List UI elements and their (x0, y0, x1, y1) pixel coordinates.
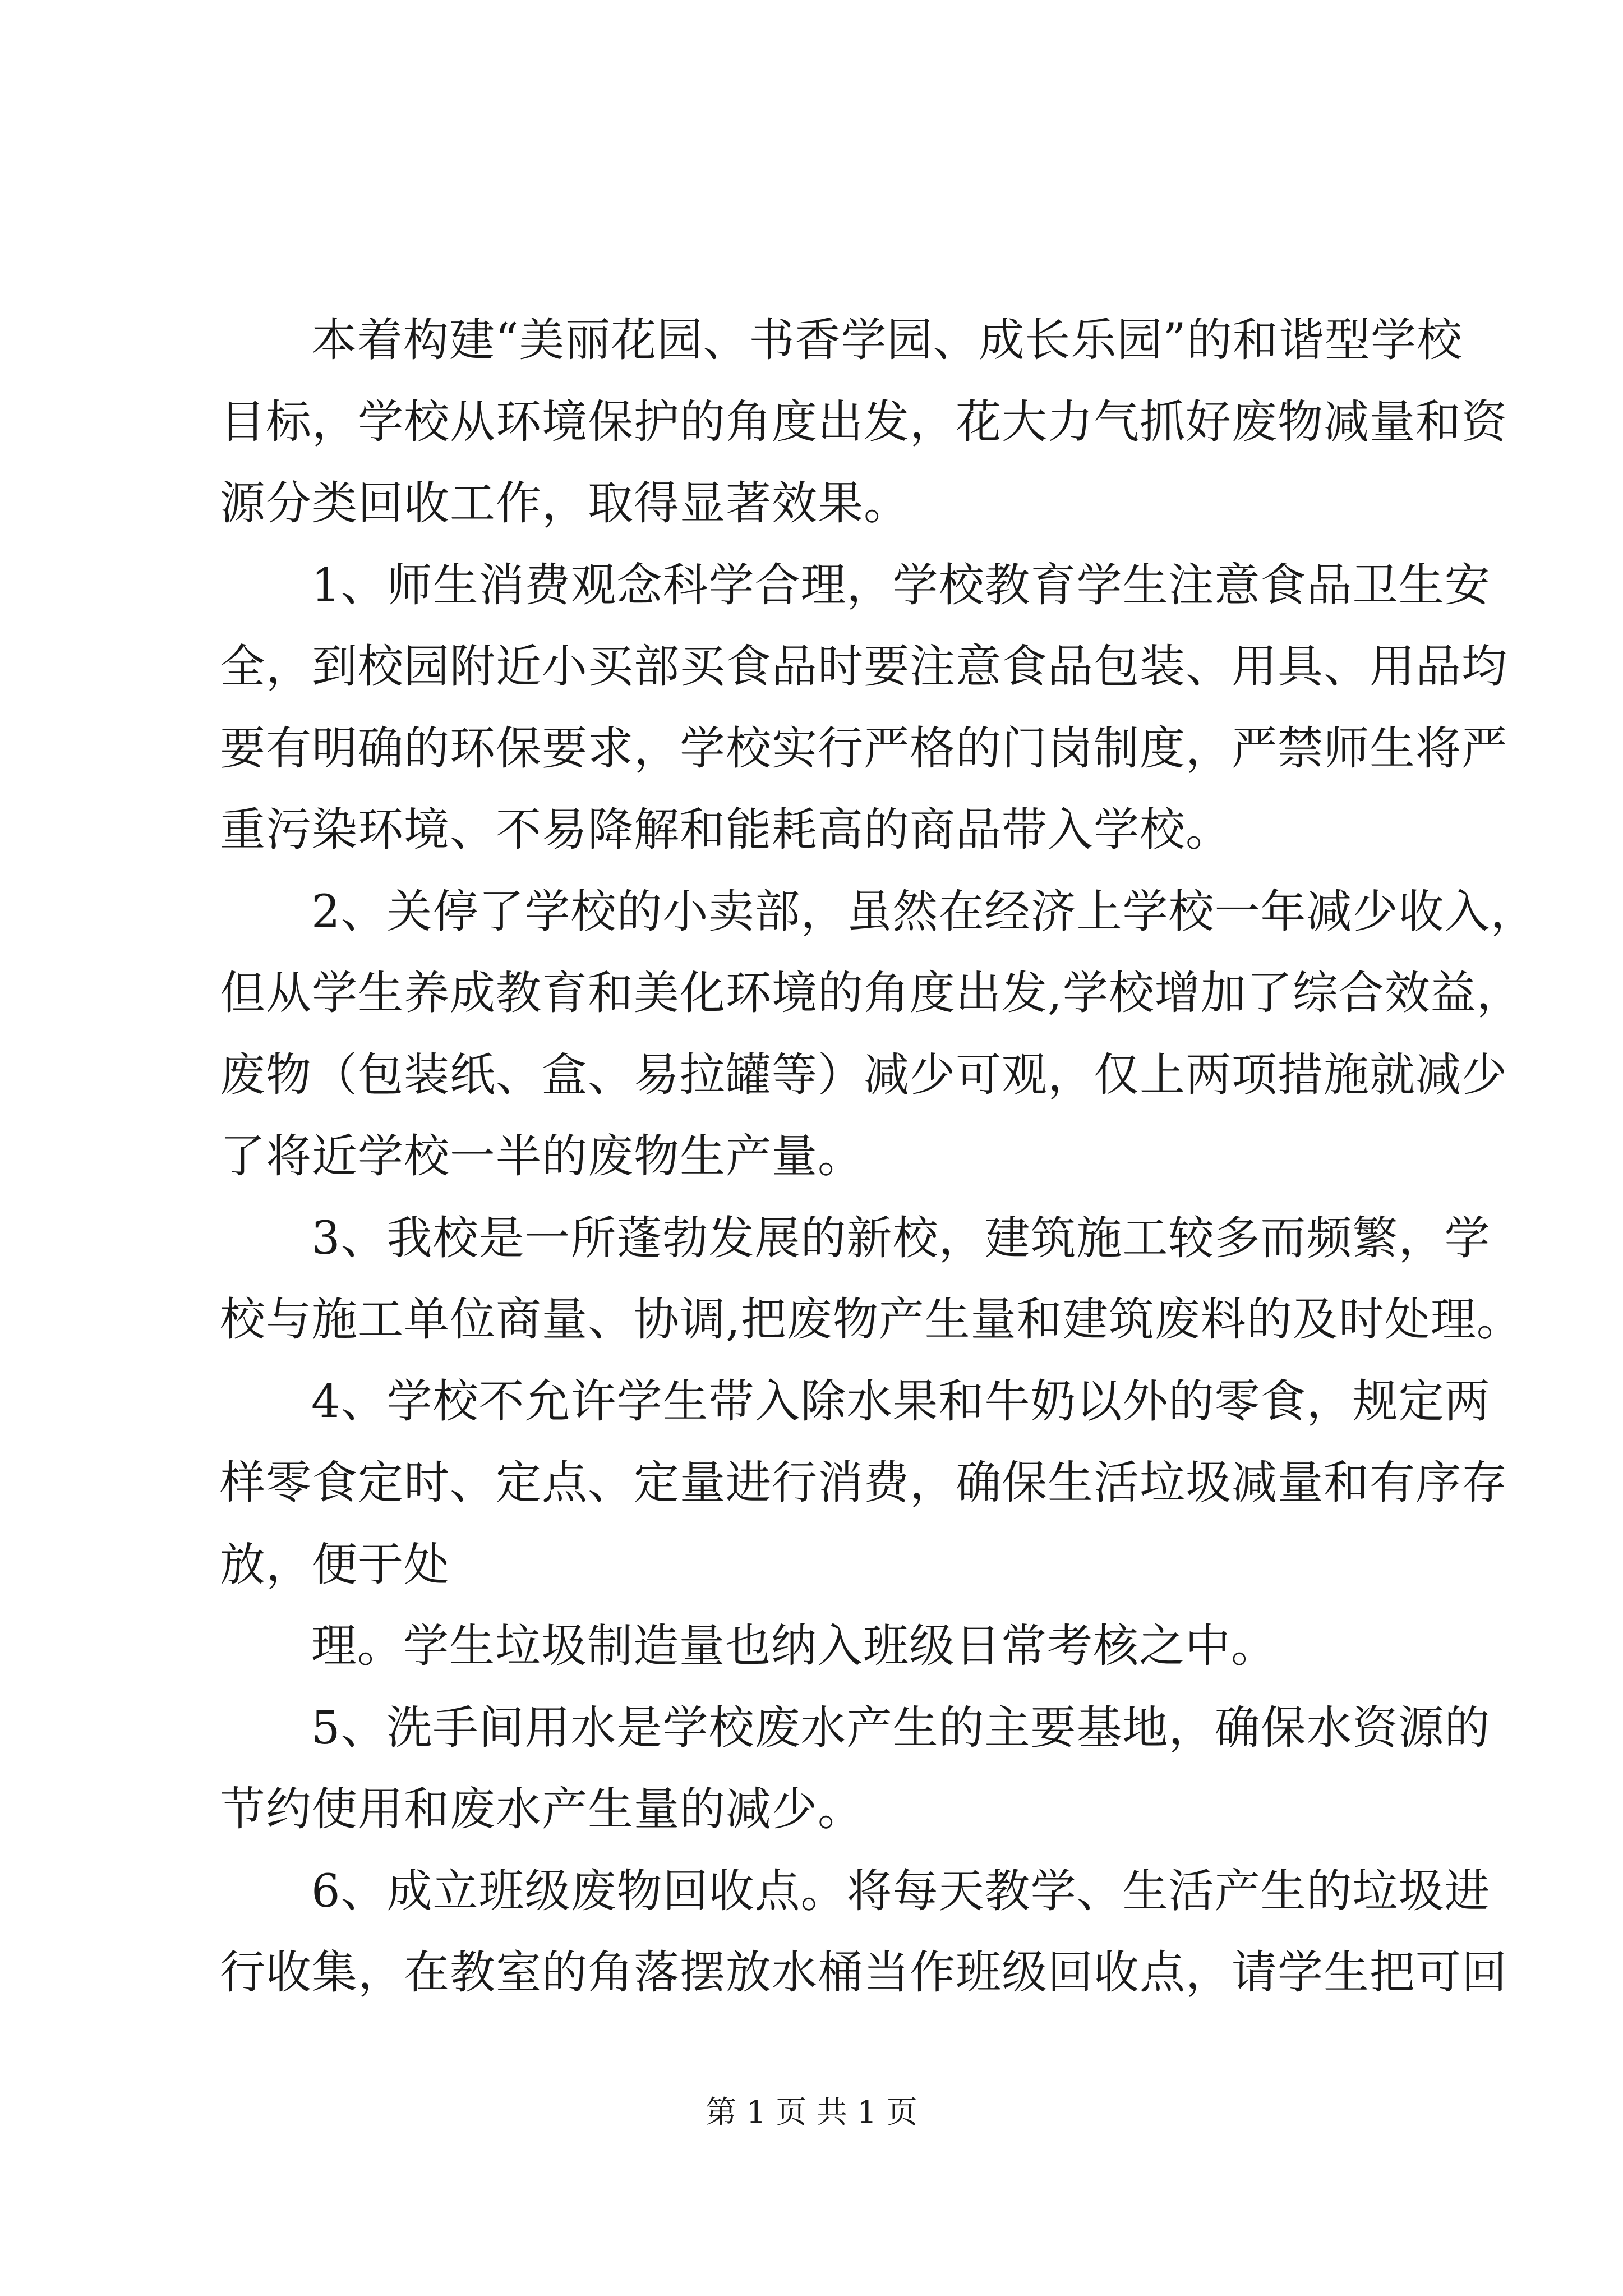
paragraph-line: 全，到校园附近小买部买食品时要注意食品包装、用具、用品均 (220, 641, 1508, 693)
paragraph-line: 1、师生消费观念科学合理，学校教育学生注意食品卫生安 (311, 559, 1491, 612)
paragraph-line: 了将近学校一半的废物生产量。 (220, 1130, 864, 1183)
paragraph-line: 5、洗手间用水是学校废水产生的主要基地，确保水资源的 (311, 1701, 1491, 1755)
paragraph-line: 3、我校是一所蓬勃发展的新校，建筑施工较多而频繁，学 (311, 1212, 1491, 1265)
paragraph-line: 本着构建“美丽花园、书香学园、成长乐园”的和谐型学校 (311, 314, 1463, 367)
paragraph-line: 废物（包装纸、盒、易拉罐等）减少可观，仅上两项措施就减少 (220, 1048, 1508, 1102)
paragraph-line: 4、学校不允许学生带入除水果和牛奶以外的零食，规定两 (311, 1375, 1491, 1428)
paragraph-line: 但从学生养成教育和美化环境的角度出发,学校增加了综合效益， (220, 967, 1523, 1020)
paragraph-line: 2、关停了学校的小卖部，虽然在经济上学校一年减少收入， (311, 885, 1537, 938)
document-body (220, 300, 1537, 2014)
page-number-footer: 第 1 页 共 1 页 (706, 2094, 917, 2130)
paragraph-line: 源分类回收工作，取得显著效果。 (220, 477, 910, 530)
paragraph-line: 要有明确的环保要求，学校实行严格的门岗制度，严禁师生将严 (220, 722, 1508, 775)
paragraph-line: 行收集，在教室的角落摆放水桶当作班级回收点，请学生把可回 (220, 1947, 1508, 1999)
paragraph-line: 样零食定时、定点、定量进行消费，确保生活垃圾减量和有序存 (220, 1457, 1508, 1510)
paragraph-line: 理。学生垃圾制造量也纳入班级日常考核之中。 (311, 1620, 1278, 1673)
paragraph-line: 节约使用和废水产生量的减少。 (220, 1783, 864, 1836)
paragraph-line: 放，便于处 (220, 1538, 450, 1591)
paragraph-line: 目标，学校从环境保护的角度出发，花大力气抓好废物减量和资 (220, 395, 1508, 449)
paragraph-line: 校与施工单位商量、协调,把废物产生量和建筑废料的及时处理。 (220, 1294, 1523, 1346)
paragraph-line: 6、成立班级废物回收点。将每天教学、生活产生的垃圾进 (311, 1865, 1491, 1918)
paragraph-line: 重污染环境、不易降解和能耗高的商品带入学校。 (220, 804, 1232, 857)
